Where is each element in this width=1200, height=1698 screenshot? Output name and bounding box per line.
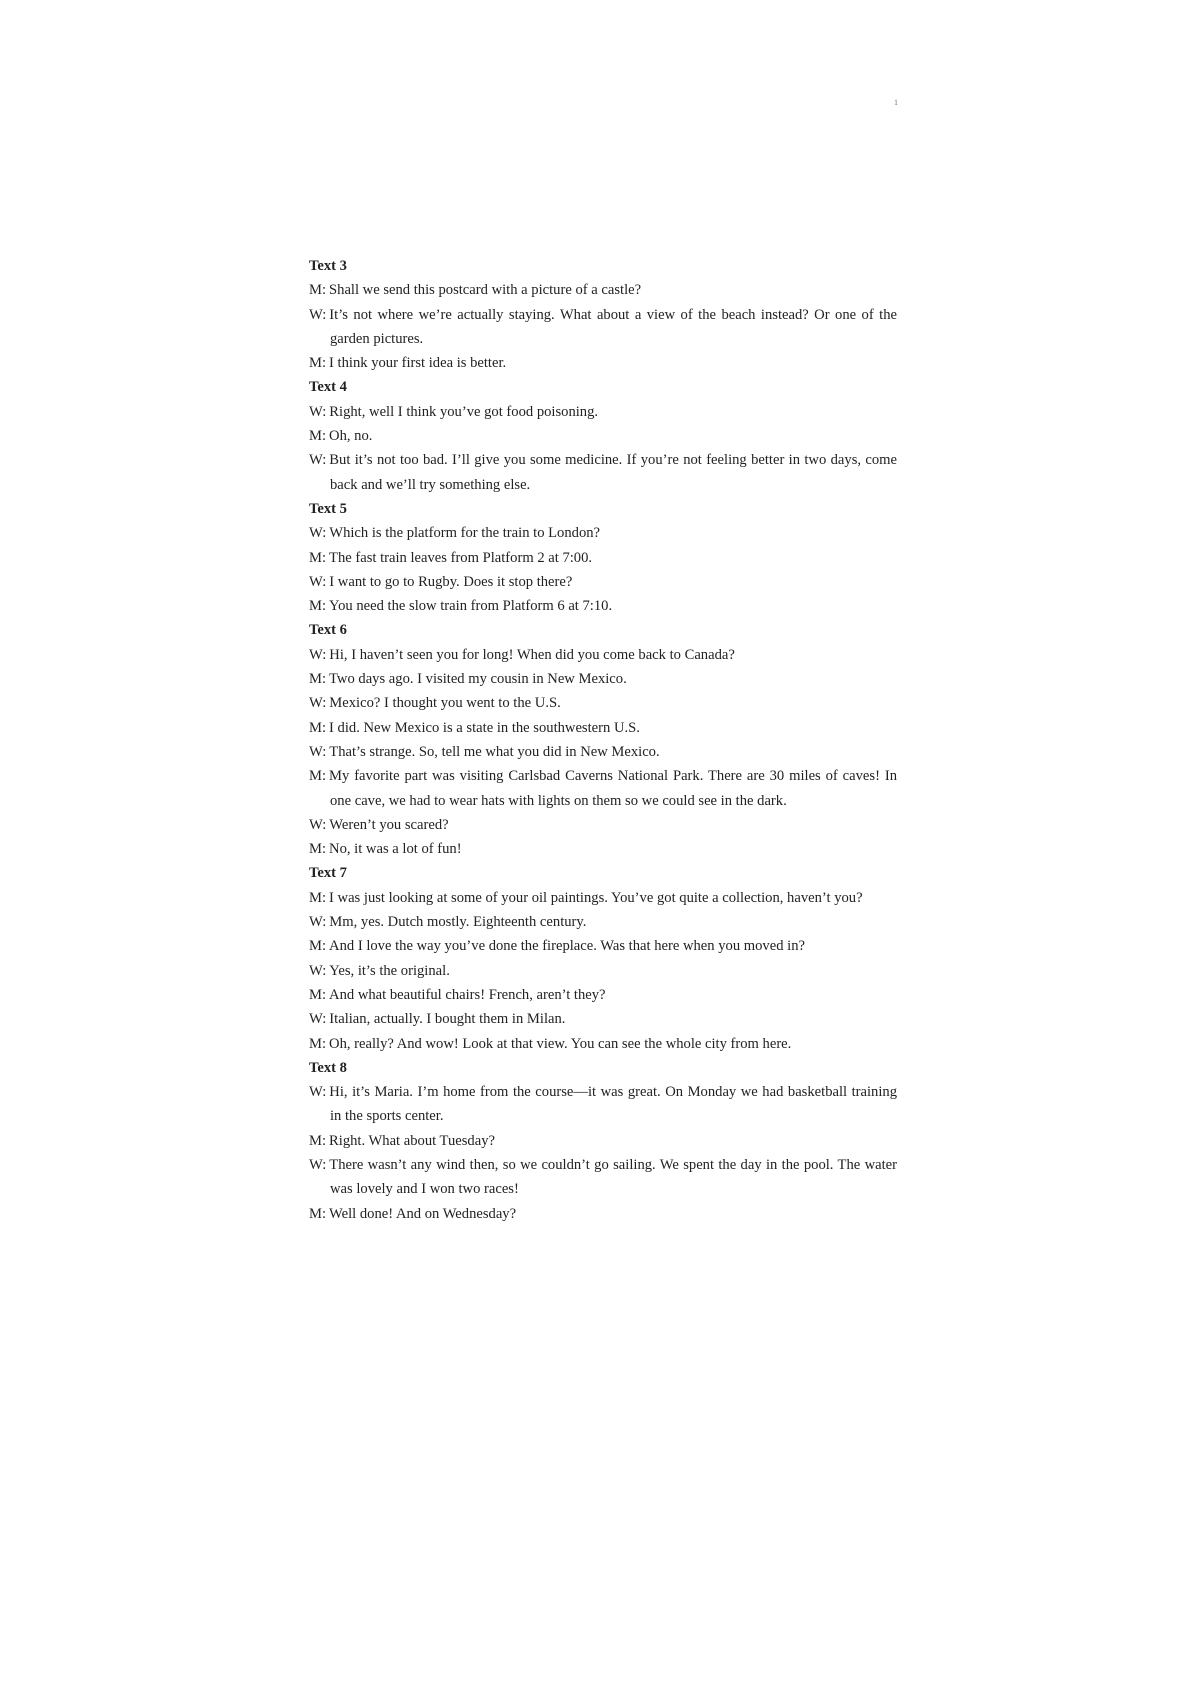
speaker-label: W: <box>309 695 327 712</box>
speaker-label: M: <box>309 598 327 615</box>
dialogue-text: Oh, really? And wow! Look at that view. You can see the whole city from here. <box>329 1035 792 1052</box>
speaker-label: M: <box>309 428 327 445</box>
dialogue-line <box>309 886 897 910</box>
dialogue-text: Right, well I think you’ve got food poisoning. <box>329 403 599 420</box>
dialogue-text: I did. New Mexico is a state in the southwestern U.S. <box>329 719 640 736</box>
dialogue-text: My favorite part was visiting Carlsbad Caverns National Park. There are 30 miles of caves! In one cave, we had to wear hats with lights on them so we could see in the dark. <box>329 768 897 809</box>
speaker-label: W: <box>309 962 327 979</box>
dialogue-text: You need the slow train from Platform 6 at 7:10. <box>329 598 613 615</box>
dialogue-line <box>309 570 897 594</box>
speaker-label: M: <box>309 719 327 736</box>
dialogue-line <box>309 813 897 837</box>
speaker-label: M: <box>309 1205 327 1222</box>
dialogue-text: Hi, it’s Maria. I’m home from the course—it was great. On Monday we had basketball training in the sports center. <box>329 1084 897 1125</box>
speaker-label: W: <box>309 1156 327 1173</box>
dialogue-line <box>309 1129 897 1153</box>
dialogue-text: That’s strange. So, tell me what you did in New Mexico. <box>329 743 660 760</box>
listening-transcript <box>309 254 897 1226</box>
speaker-label: M: <box>309 768 327 785</box>
dialogue-text: Oh, no. <box>329 428 373 445</box>
speaker-label: M: <box>309 1132 327 1149</box>
speaker-label: W: <box>309 1011 327 1028</box>
speaker-label: W: <box>309 452 327 469</box>
dialogue-text: Mexico? I thought you went to the U.S. <box>329 695 561 712</box>
dialogue-line <box>309 546 897 570</box>
dialogue-text: Two days ago. I visited my cousin in New Mexico. <box>329 671 627 688</box>
dialogue-text: The fast train leaves from Platform 2 at 7:00. <box>329 549 593 566</box>
dialogue-line <box>309 837 897 861</box>
dialogue-text: Yes, it’s the original. <box>329 962 450 979</box>
dialogue-line <box>309 959 897 983</box>
dialogue-text: There wasn’t any wind then, so we couldn’t go sailing. We spent the day in the pool. The water was lovely and I won two races! <box>329 1156 897 1198</box>
speaker-label: W: <box>309 525 327 542</box>
speaker-label: M: <box>309 355 327 372</box>
dialogue-text: It’s not where we’re actually staying. What about a view of the beach instead? Or one of the garden pictures. <box>329 306 897 347</box>
dialogue-line <box>309 424 897 448</box>
dialogue-text: I think your first idea is better. <box>329 355 507 372</box>
speaker-label: W: <box>309 743 327 760</box>
section-heading: Text 3 <box>309 258 347 274</box>
speaker-label: W: <box>309 573 327 590</box>
dialogue-text: But it’s not too bad. I’ll give you some medicine. If you’re not feeling better in two days, come back and we’ll try something else. <box>329 452 897 493</box>
speaker-label: M: <box>309 938 327 955</box>
transcript-section <box>309 861 897 1055</box>
dialogue-line <box>309 934 897 958</box>
dialogue-line <box>309 910 897 934</box>
dialogue-line <box>309 448 897 497</box>
speaker-label: M: <box>309 889 327 906</box>
section-heading: Text 5 <box>309 500 347 517</box>
dialogue-text: Weren’t you scared? <box>329 816 449 833</box>
dialogue-line <box>309 716 897 740</box>
dialogue-line <box>309 1202 897 1226</box>
transcript-section <box>309 375 897 496</box>
dialogue-text: I was just looking at some of your oil paintings. You’ve got quite a collection, haven’t you? <box>329 889 863 906</box>
speaker-label: W: <box>309 816 327 833</box>
dialogue-line <box>309 983 897 1007</box>
dialogue-line <box>309 667 897 691</box>
dialogue-text: Italian, actually. I bought them in Milan. <box>329 1011 566 1028</box>
dialogue-text: Mm, yes. Dutch mostly. Eighteenth century. <box>329 914 587 931</box>
dialogue-line <box>309 1007 897 1031</box>
dialogue-line <box>309 691 897 715</box>
speaker-label: M: <box>309 986 327 1003</box>
dialogue-text: And what beautiful chairs! French, aren’t they? <box>329 986 606 1003</box>
dialogue-line <box>309 594 897 618</box>
dialogue-line <box>309 740 897 764</box>
dialogue-line <box>309 1032 897 1056</box>
speaker-label: W: <box>309 306 327 323</box>
dialogue-line <box>309 764 897 813</box>
speaker-label: W: <box>309 403 327 420</box>
transcript-section <box>309 618 897 861</box>
speaker-label: W: <box>309 1084 327 1101</box>
speaker-label: W: <box>309 914 327 931</box>
transcript-section <box>309 1056 897 1226</box>
speaker-label: M: <box>309 282 327 299</box>
section-heading: Text 6 <box>309 622 347 639</box>
speaker-label: M: <box>309 671 327 688</box>
section-heading: Text 7 <box>309 865 347 882</box>
dialogue-line <box>309 1080 897 1129</box>
dialogue-text: Right. What about Tuesday? <box>329 1132 495 1149</box>
dialogue-text: Which is the platform for the train to London? <box>329 525 601 542</box>
dialogue-text: Hi, I haven’t seen you for long! When did you come back to Canada? <box>329 646 735 663</box>
speaker-label: M: <box>309 549 327 566</box>
section-heading: Text 8 <box>309 1059 347 1076</box>
dialogue-text: And I love the way you’ve done the fireplace. Was that here when you moved in? <box>329 938 805 955</box>
dialogue-line <box>309 400 897 424</box>
dialogue-text: Well done! And on Wednesday? <box>329 1205 517 1222</box>
dialogue-line <box>309 303 897 352</box>
dialogue-text: I want to go to Rugby. Does it stop there? <box>329 573 573 590</box>
dialogue-line <box>309 351 897 375</box>
speaker-label: M: <box>309 1035 327 1052</box>
speaker-label: M: <box>309 841 327 858</box>
transcript-section <box>309 254 897 375</box>
dialogue-line <box>309 1153 897 1202</box>
page-number: 1 <box>894 98 898 107</box>
dialogue-line <box>309 521 897 545</box>
transcript-section <box>309 497 897 618</box>
section-heading: Text 4 <box>309 379 347 396</box>
dialogue-line <box>309 643 897 667</box>
dialogue-line <box>309 278 897 302</box>
dialogue-text: Shall we send this postcard with a picture of a castle? <box>329 282 642 299</box>
speaker-label: W: <box>309 646 327 663</box>
dialogue-text: No, it was a lot of fun! <box>329 841 462 858</box>
